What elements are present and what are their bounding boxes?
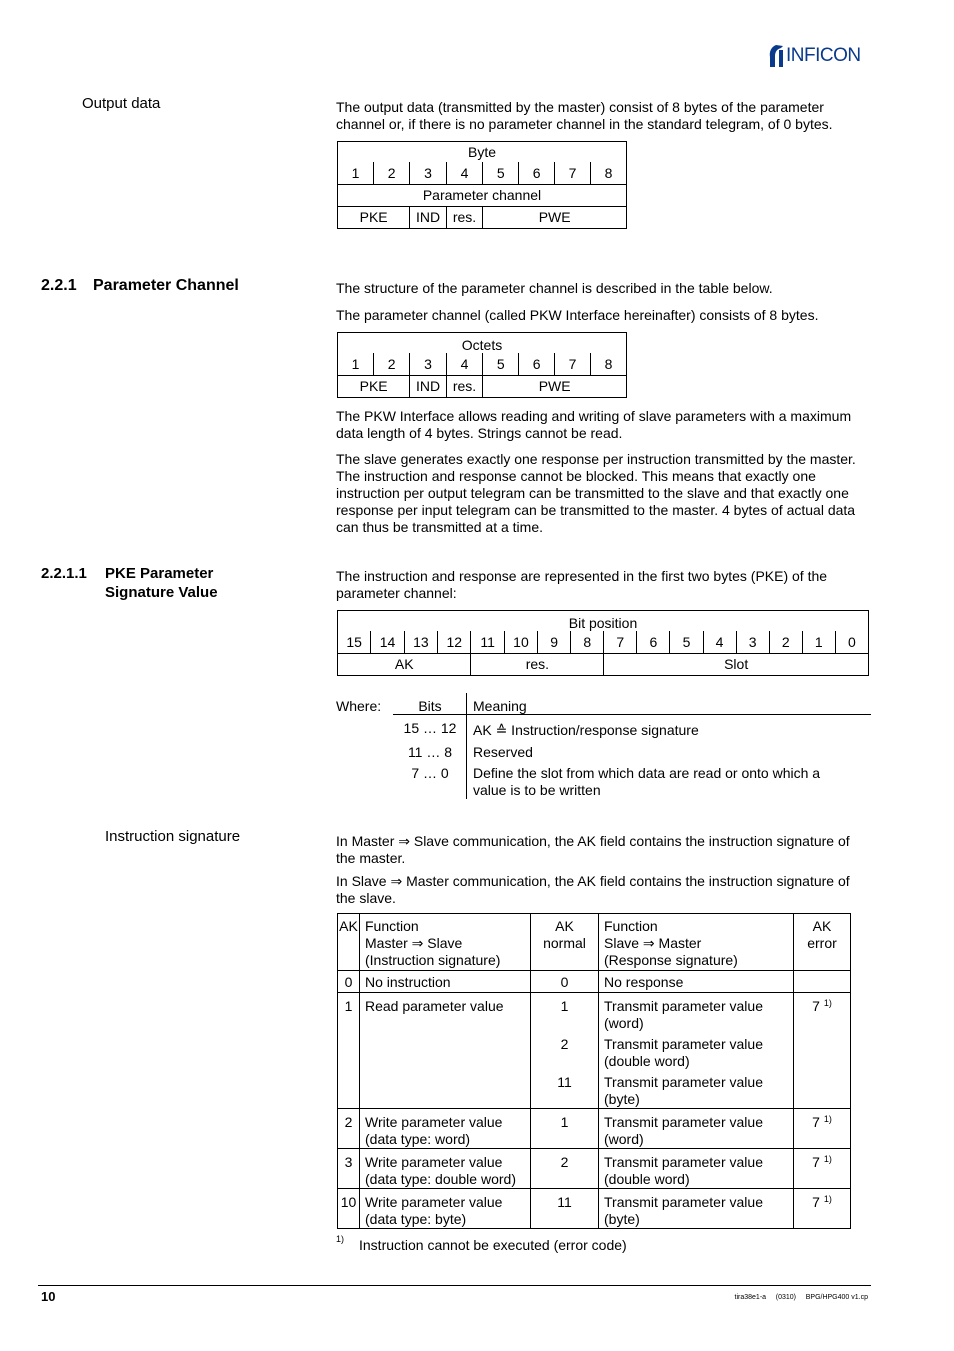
ak-value: 0 <box>338 971 360 993</box>
bit-num: 15 <box>338 631 371 654</box>
instr-p2: In Slave ⇒ Master communication, the AK field contains the instruction signature of the slave. <box>336 873 850 906</box>
error-code: 7 <box>812 998 820 1014</box>
footnote-text: Instruction cannot be executed (error code) <box>359 1237 627 1253</box>
footnote-ref: 1) <box>823 1114 832 1124</box>
parameter-channel-cell: Parameter channel <box>338 185 627 207</box>
byte-table <box>337 141 627 229</box>
ak-value: 1 <box>338 993 360 1109</box>
ind-cell: IND <box>410 376 447 398</box>
header-line: AK <box>812 918 832 934</box>
response-line: (word) <box>604 1131 644 1147</box>
footnote-mark: 1) <box>336 1234 345 1244</box>
res-cell: res. <box>446 207 483 229</box>
octet-num: 3 <box>410 353 447 376</box>
header-line: normal <box>543 935 586 951</box>
where-bits-value: 7 … 0 <box>411 765 449 781</box>
bit-table-title: Bit position <box>338 611 869 632</box>
ak-header-text: AK <box>339 918 358 934</box>
bit-num: 11 <box>471 631 504 654</box>
response-value: No response <box>599 971 794 993</box>
octets-table-title: Octets <box>338 333 627 354</box>
slot-cell: Slot <box>604 654 869 676</box>
footnote-ref: 1) <box>823 1154 832 1164</box>
octet-num: 2 <box>374 353 410 376</box>
byte-num: 1 <box>338 162 374 185</box>
s221-p4: The slave generates exactly one response per instruction transmitted by the master. The instruction and response cannot be blocked. This means that exactly one instruction per output telegram can be transmitted to the slave and that exactly one response per input telegram can be transmitted to the master. 4 bytes of actual data can thus be transmitted at a time. <box>336 451 856 535</box>
output-data-label: Output data <box>82 95 161 112</box>
bit-num: 7 <box>604 631 637 654</box>
byte-num: 5 <box>483 162 519 185</box>
section-2-2-1-1-title-line1: PKE Parameter <box>105 565 214 582</box>
footnote-ref: 1) <box>823 998 832 1008</box>
ak-value: 2 <box>338 1109 360 1149</box>
bit-num: 4 <box>703 631 736 654</box>
function-line: (data type: word) <box>365 1131 471 1147</box>
page-number: 10 <box>41 1289 56 1304</box>
bit-num: 1 <box>802 631 835 654</box>
function-line: Write parameter value <box>365 1194 503 1210</box>
where-header-rule <box>393 714 871 715</box>
res-cell: res. <box>471 654 604 676</box>
ak-value: 3 <box>338 1149 360 1189</box>
octet-num: 6 <box>519 353 555 376</box>
function-value <box>360 1149 531 1189</box>
bit-num: 13 <box>404 631 437 654</box>
error-code: 7 <box>812 1194 820 1210</box>
octet-num: 8 <box>591 353 627 376</box>
response-value <box>599 1149 794 1189</box>
pke-cell: PKE <box>338 376 410 398</box>
bit-num: 10 <box>504 631 537 654</box>
brand-name: INFICON <box>786 45 861 66</box>
function-value <box>360 1189 531 1229</box>
ak-error-value <box>794 971 851 993</box>
octet-num: 7 <box>555 353 591 376</box>
byte-num: 7 <box>555 162 591 185</box>
function-line: Write parameter value <box>365 1114 503 1130</box>
function-line: (data type: byte) <box>365 1211 467 1227</box>
response-value <box>599 1189 794 1229</box>
response-line: Transmit parameter value <box>604 1154 763 1170</box>
header-line: AK <box>555 918 574 934</box>
doc-id: tira38e1-a (0310) BPG/HPG400 v1.cp <box>734 1294 868 1301</box>
header-line: Slave ⇒ Master <box>604 935 702 951</box>
response-line: Transmit parameter value <box>604 1036 763 1052</box>
section-2-2-1-number: 2.2.1 <box>41 277 77 294</box>
bit-num: 5 <box>670 631 703 654</box>
octet-num: 5 <box>483 353 519 376</box>
header-line: error <box>807 935 837 951</box>
footnote-ref: 1) <box>823 1194 832 1204</box>
byte-num: 4 <box>446 162 483 185</box>
header-line: Master ⇒ Slave <box>365 935 463 951</box>
ak-error-value <box>794 1149 851 1189</box>
res-cell: res. <box>446 376 483 398</box>
s2211-p1: The instruction and response are represented in the first two bytes (PKE) of the parameter channel: <box>336 568 828 601</box>
bit-num: 9 <box>538 631 571 654</box>
bit-num: 14 <box>371 631 404 654</box>
bit-num: 3 <box>736 631 769 654</box>
octet-num: 4 <box>446 353 483 376</box>
header-line: Function <box>365 918 419 934</box>
byte-num: 3 <box>410 162 447 185</box>
byte-table-title: Byte <box>338 142 627 163</box>
response-line: (byte) <box>604 1091 640 1107</box>
s221-p3: The PKW Interface allows reading and writing of slave parameters with a maximum data length of 4 bytes. Strings cannot be read. <box>336 408 852 441</box>
pwe-cell: PWE <box>483 376 627 398</box>
output-data-text: The output data (transmitted by the master) consist of 8 bytes of the parameter channel or, if there is no parameter channel in the standard telegram, of 0 bytes. <box>336 99 833 132</box>
bit-num: 8 <box>571 631 604 654</box>
header-line: (Response signature) <box>604 952 738 968</box>
octet-num: 1 <box>338 353 374 376</box>
bit-num: 6 <box>637 631 670 654</box>
response-value <box>599 1109 794 1149</box>
ind-cell: IND <box>410 207 447 229</box>
function-ms-header <box>360 914 531 971</box>
pwe-cell: PWE <box>483 207 627 229</box>
section-2-2-1-1-number: 2.2.1.1 <box>41 565 87 582</box>
function-line: Write parameter value <box>365 1154 503 1170</box>
instr-p1: In Master ⇒ Slave communication, the AK field contains the instruction signature of the master. <box>336 833 850 866</box>
where-meaning-value: Define the slot from which data are read or onto which a value is to be written <box>473 765 821 798</box>
ak-header <box>338 914 360 971</box>
bit-num: 2 <box>769 631 802 654</box>
function-line: (data type: double word) <box>365 1171 516 1187</box>
response-value <box>604 1074 788 1108</box>
response-line: Transmit parameter value <box>604 1114 763 1130</box>
header-line: Function <box>604 918 658 934</box>
byte-num: 8 <box>591 162 627 185</box>
ak-normal-value: 1 <box>531 1109 599 1149</box>
ak-error-value <box>794 1189 851 1229</box>
ak-table <box>337 913 851 1229</box>
where-label: Where: <box>336 698 382 714</box>
error-code: 7 <box>812 1154 820 1170</box>
inficon-logo-icon <box>767 44 785 68</box>
function-value: No instruction <box>360 971 531 993</box>
bit-num: 12 <box>438 631 471 654</box>
ak-normal-value: 1 <box>560 998 569 1014</box>
function-sm-header <box>599 914 794 971</box>
response-line: Transmit parameter value <box>604 998 763 1014</box>
error-code: 7 <box>812 1114 820 1130</box>
response-value <box>604 1036 788 1074</box>
where-col-meaning: Meaning <box>473 698 527 714</box>
where-meaning-value: AK ≙ Instruction/response signature <box>473 722 699 738</box>
where-meaning-value: Reserved <box>473 744 533 760</box>
ak-normal-value: 2 <box>531 1149 599 1189</box>
ak-normal-value: 2 <box>560 1036 569 1052</box>
section-2-2-1-title: Parameter Channel <box>93 277 239 294</box>
ak-normal-values <box>531 993 599 1109</box>
s221-p1: The structure of the parameter channel is described in the table below. <box>336 280 773 296</box>
inficon-logo <box>767 44 861 68</box>
instruction-signature-label: Instruction signature <box>105 828 241 845</box>
response-values <box>599 993 794 1109</box>
ak-error-value <box>794 1109 851 1149</box>
byte-num: 6 <box>519 162 555 185</box>
ak-error-header <box>794 914 851 971</box>
section-2-2-1-1-title-line2: Signature Value <box>105 584 218 601</box>
ak-value: 10 <box>338 1189 360 1229</box>
ak-normal-value: 11 <box>531 1189 599 1229</box>
footer-rule <box>38 1285 871 1286</box>
bit-num: 0 <box>835 631 868 654</box>
byte-num: 2 <box>374 162 410 185</box>
ak-normal-header <box>531 914 599 971</box>
response-line: (byte) <box>604 1211 640 1227</box>
response-line: (word) <box>604 1015 644 1031</box>
ak-cell: AK <box>338 654 471 676</box>
function-value: Read parameter value <box>360 993 531 1109</box>
response-line: Transmit parameter value <box>604 1074 763 1090</box>
header-line: (Instruction signature) <box>365 952 501 968</box>
pke-cell: PKE <box>338 207 410 229</box>
response-value <box>604 998 788 1036</box>
response-line: Transmit parameter value <box>604 1194 763 1210</box>
ak-normal-value: 11 <box>557 1074 572 1090</box>
ak-error-value <box>794 993 851 1109</box>
s221-p2: The parameter channel (called PKW Interface hereinafter) consists of 8 bytes. <box>336 307 819 323</box>
response-line: (double word) <box>604 1171 690 1187</box>
ak-normal-value: 0 <box>531 971 599 993</box>
function-value <box>360 1109 531 1149</box>
response-line: (double word) <box>604 1053 690 1069</box>
bit-position-table <box>337 610 869 676</box>
where-bits-value: 11 … 8 <box>407 744 453 760</box>
where-col-bits: Bits <box>418 698 442 714</box>
where-bits-value: 15 … 12 <box>403 720 457 736</box>
octets-table <box>337 332 627 398</box>
